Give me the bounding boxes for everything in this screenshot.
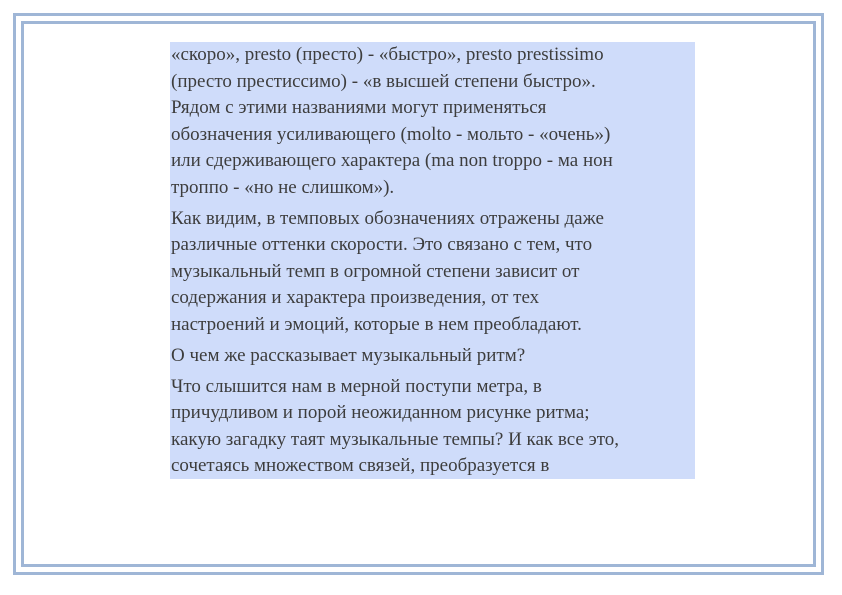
text-line: Как видим, в темповых обозначениях отражены даже (171, 207, 604, 229)
text-line: различные оттенки скорости. Это связано с тем, что (171, 234, 593, 255)
paragraph-tempo-terms (171, 42, 695, 201)
text-line: музыкальный темп в огромной степени зависит от (171, 260, 580, 282)
text-line: обозначения усиливающего (molto - мольто - «очень») (171, 123, 611, 145)
text-line: Рядом с этими названиями могут применяться (171, 97, 547, 118)
text-line: Что слышится нам в мерной поступи метра, в (171, 375, 542, 397)
paragraph-tempo-shades (171, 206, 695, 339)
paragraph-rhythm (171, 374, 695, 480)
paragraph-question (171, 343, 695, 370)
text-line: или сдерживающего характера (ma non troppo - ма нон (171, 150, 613, 171)
text-line: (престо престиссимо) - «в высшей степени быстро». (171, 70, 596, 92)
text-line: О чем же рассказывает музыкальный ритм? (171, 344, 526, 366)
text-line: содержания и характера произведения, от тех (171, 287, 540, 308)
text-line: «скоро», presto (престо) - «быстро», presto prestissimo (171, 44, 604, 65)
text-line: троппо - «но не слишком»). (171, 176, 395, 198)
text-line: сочетаясь множеством связей, преобразуется в (171, 455, 550, 476)
text-line: причудливом и порой неожиданном рисунке ритма; (171, 402, 590, 423)
text-block (170, 42, 695, 479)
text-line: настроений и эмоций, которые в нем преобладают. (171, 313, 582, 335)
text-line: какую загадку таят музыкальные темпы? И как все это, (171, 428, 620, 450)
